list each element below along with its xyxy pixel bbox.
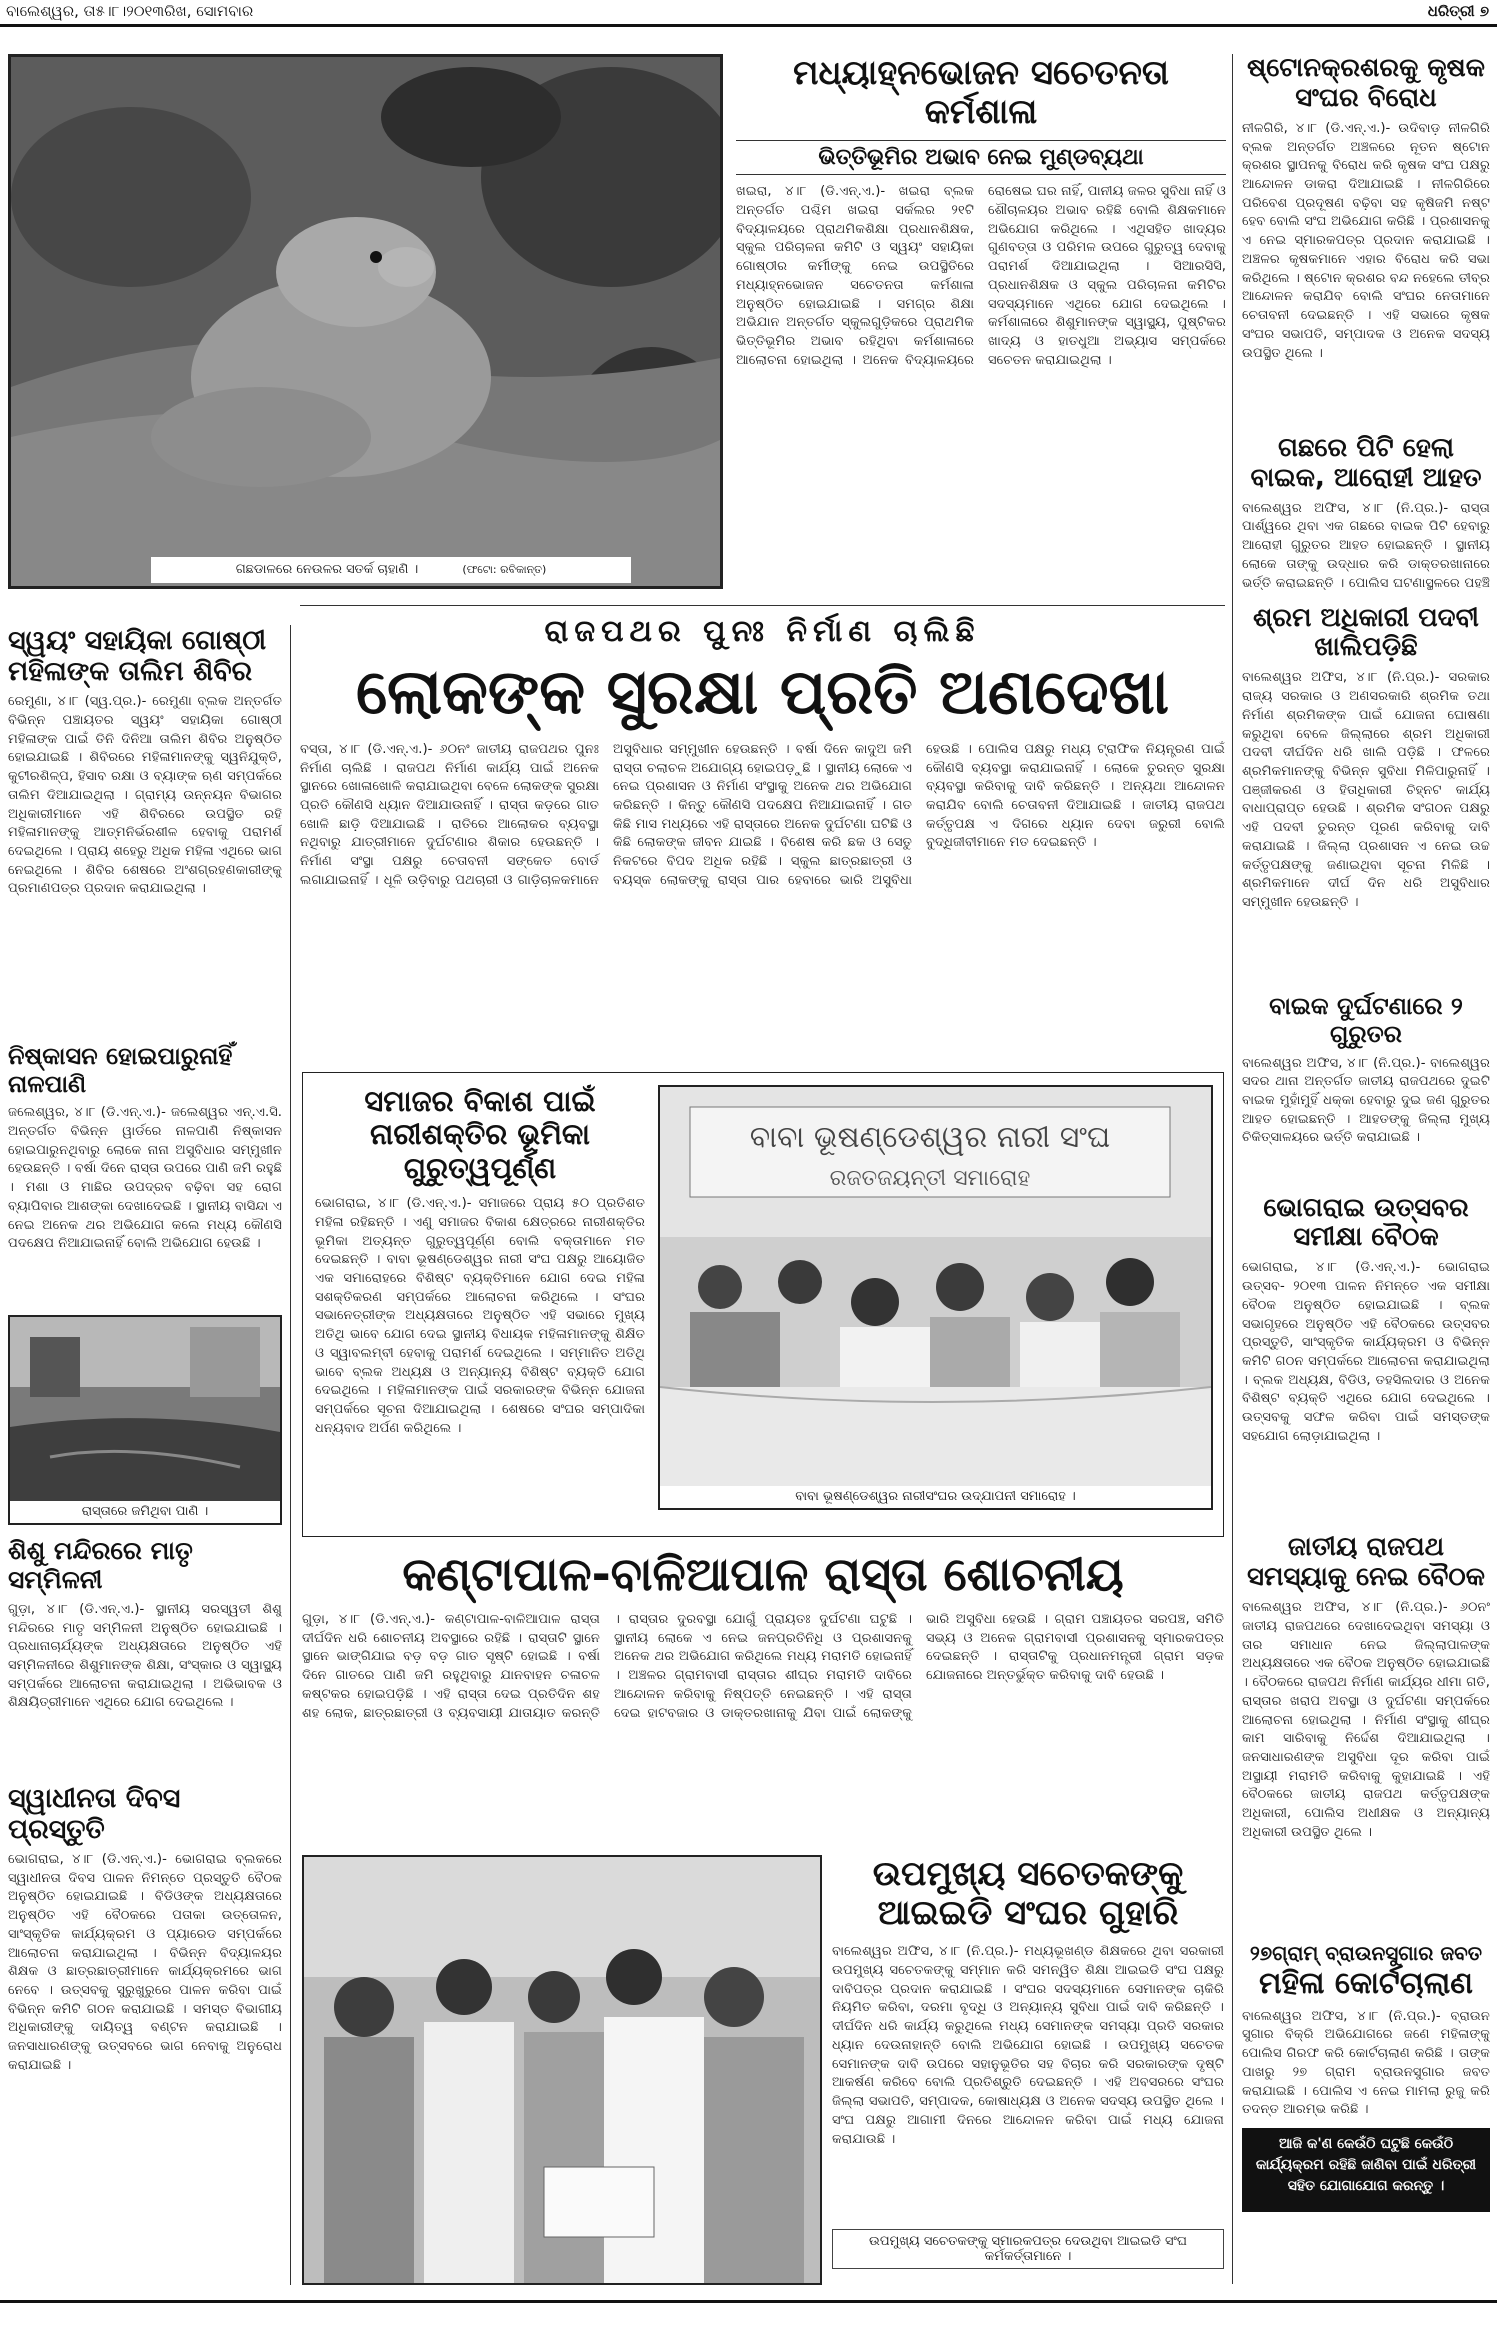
independence-body: ଭୋଗରାଇ, ୪।୮ (ଡି.ଏନ୍.ଏ.)- ଭୋଗରାଇ ବ୍ଲକରେ ସ୍ୱାଧୀନତା ଦିବସ ପାଳନ ନିମନ୍ତେ ପ୍ରସ୍ତୁତି ବୈଠକ ଅନୁଷ୍ଠିତ ହୋଇଯାଇଛି । ବିଡିଓଙ୍କ ଅଧ୍ୟକ୍ଷତାରେ ଅନୁଷ୍ଠିତ ଏହି ବୈଠକରେ ପତାକା ଉତ୍ତୋଳନ, ସାଂସ୍କୃତିକ କାର୍ଯ୍ୟକ୍ରମ ଓ ପ୍ୟାରେଡ ସମ୍ପର୍କରେ ଆଲୋଚନା କରାଯାଇଥିଲା । ବିଭିନ୍ନ ବିଦ୍ୟାଳୟର ଶିକ୍ଷକ ଓ ଛାତ୍ରଛାତ୍ରୀମାନେ କାର୍ଯ୍ୟକ୍ରମରେ ଭାଗ ନେବେ । ଉତ୍ସବକୁ ସୁରୁଖୁରୁରେ ପାଳନ କରିବା ପାଇଁ ବିଭିନ୍ନ କମିଟି ଗଠନ କରାଯାଇଛି । ସମସ୍ତ ବିଭାଗୀୟ ଅଧିକାରୀଙ୍କୁ ଦାୟିତ୍ୱ ବଣ୍ଟନ କରାଯାଇଛି । ଜନସାଧାରଣଙ୍କୁ ଉତ୍ସବରେ ଭାଗ ନେବାକୁ ଅନୁରୋଧ କରାଯାଇଛି । bbox=[8, 1851, 282, 2073]
drainage-image bbox=[10, 1317, 280, 1523]
bottom-rule bbox=[0, 2300, 1497, 2303]
footer-promo: ଆଜି କ'ଣ କେଉଁଠି ଘଟୁଛି କେଉଁଠି କାର୍ଯ୍ୟକ୍ରମ ରହିଛି ଜାଣିବା ପାଇଁ ଧରିତ୍ରୀ ସହିତ ଯୋଗାଯୋଗ କରନ୍ତୁ । bbox=[1242, 2128, 1490, 2212]
women-power-headline: ସମାଜର ବିକାଶ ପାଇଁ ନାରୀଶକ୍ତିର ଭୂମିକା ଗୁରୁତ୍ୱପୂର୍ଣ୍ଣ bbox=[364, 1084, 596, 1185]
mongoose-credit: (ଫଟୋ: ରବିକାନ୍ତ) bbox=[462, 563, 547, 576]
highway-body: ବସ୍ତା, ୪।୮ (ଡି.ଏନ୍.ଏ.)- ୬୦ନଂ ଜାତୀୟ ରାଜପଥର ପୁନଃ ନିର୍ମାଣ ଚାଲିଛି । ରାଜପଥ ନିର୍ମାଣ କାର୍ଯ୍ୟ ପାଇଁ ଅନେକ ସ୍ଥାନରେ ଖୋଳାଖୋଳି କରାଯାଇଥିବା ବେଳେ ଲୋକଙ୍କ ସୁରକ୍ଷା ପ୍ରତି କୌଣସି ଧ୍ୟାନ ଦିଆଯାଉନାହିଁ । ରାସ୍ତା କଡ଼ରେ ଗାତ ଖୋଳି ଛାଡ଼ି ଦିଆଯାଇଛି । ରାତିରେ ଆଲୋକର ବ୍ୟବସ୍ଥା ନଥିବାରୁ ଯାତ୍ରୀମାନେ ଦୁର୍ଘଟଣାର ଶିକାର ହେଉଛନ୍ତି । ନିର୍ମାଣ ସଂସ୍ଥା ପକ୍ଷରୁ ଚେତାବନୀ ସଙ୍କେତ ବୋର୍ଡ ଲଗାଯାଇନାହିଁ । ଧୂଳି ଉଡ଼ିବାରୁ ପଥଚାରୀ ଓ ଗାଡ଼ିଚାଳକମାନେ ଅସୁବିଧାର ସମ୍ମୁଖୀନ ହେଉଛନ୍ତି । ବର୍ଷା ଦିନେ କାଦୁଅ ଜମି ରାସ୍ତା ଚଲାଚଳ ଅଯୋଗ୍ୟ ହୋଇପଡ଼ୁଛି । ସ୍ଥାନୀୟ ଲୋକେ ଏ ନେଇ ପ୍ରଶାସନ ଓ ନିର୍ମାଣ ସଂସ୍ଥାକୁ ଅନେକ ଥର ଅଭିଯୋଗ କରିଛନ୍ତି । କିନ୍ତୁ କୌଣସି ପଦକ୍ଷେପ ନିଆଯାଇନାହିଁ । ଗତ କିଛି ମାସ ମଧ୍ୟରେ ଏହି ରାସ୍ତାରେ ଅନେକ ଦୁର୍ଘଟଣା ଘଟିଛି ଓ କିଛି ଲୋକଙ୍କ ଜୀବନ ଯାଇଛି । ବିଶେଷ କରି ଛକ ଓ ସେତୁ ନିକଟରେ ବିପଦ ଅଧିକ ରହିଛି । ସ୍କୁଲ ଛାତ୍ରଛାତ୍ରୀ ଓ ବୟସ୍କ ଲୋକଙ୍କୁ ରାସ୍ତା ପାର ହେବାରେ ଭାରି ଅସୁବିଧା ହେଉଛି । ପୋଲିସ ପକ୍ଷରୁ ମଧ୍ୟ ଟ୍ରାଫିକ ନିୟନ୍ତ୍ରଣ ପାଇଁ କୌଣସି ବ୍ୟବସ୍ଥା କରାଯାଇନାହିଁ । ଲୋକେ ତୁରନ୍ତ ସୁରକ୍ଷା ବ୍ୟବସ୍ଥା କରିବାକୁ ଦାବି କରିଛନ୍ତି । ଅନ୍ୟଥା ଆନ୍ଦୋଳନ କରାଯିବ ବୋଲି ଚେତାବନୀ ଦିଆଯାଇଛି । ଜାତୀୟ ରାଜପଥ କର୍ତ୍ତୃପକ୍ଷ ଏ ଦିଗରେ ଧ୍ୟାନ ଦେବା ଜରୁରୀ ବୋଲି ବୁଦ୍ଧିଜୀବୀମାନେ ମତ ଦେଇଛନ୍ତି । bbox=[300, 741, 1225, 888]
mongoose-image bbox=[11, 57, 723, 589]
shg-body: ରେମୁଣା, ୪।୮ (ସ୍ୱ.ପ୍ର.)- ରେମୁଣା ବ୍ଲକ ଅନ୍ତର୍ଗତ ବିଭିନ୍ନ ପଞ୍ଚାୟତର ସ୍ୱୟଂ ସହାୟିକା ଗୋଷ୍ଠୀ ମହିଳାଙ୍କ ପାଇଁ ତିନି ଦିନିଆ ତାଲିମ ଶିବିର ଅନୁଷ୍ଠିତ ହୋଇଯାଇଛି । ଶିବିରରେ ମହିଳାମାନଙ୍କୁ ସ୍ୱନିଯୁକ୍ତି, କୁଟୀରଶିଳ୍ପ, ହିସାବ ରକ୍ଷା ଓ ବ୍ୟାଙ୍କ ଋଣ ସମ୍ପର୍କରେ ତାଲିମ ଦିଆଯାଇଥିଲା । ଗ୍ରାମ୍ୟ ଉନ୍ନୟନ ବିଭାଗର ଅଧିକାରୀମାନେ ଏହି ଶିବିରରେ ଉପସ୍ଥିତ ରହି ମହିଳାମାନଙ୍କୁ ଆତ୍ମନିର୍ଭରଶୀଳ ହେବାକୁ ପରାମର୍ଶ ଦେଇଥିଲେ । ପ୍ରାୟ ଶହେରୁ ଅଧିକ ମହିଳା ଏଥିରେ ଭାଗ ନେଇଥିଲେ । ଶିବିର ଶେଷରେ ଅଂଶଗ୍ରହଣକାରୀଙ୍କୁ ପ୍ରମାଣପତ୍ର ପ୍ରଦାନ କରାଯାଇଥିଲା । bbox=[8, 694, 282, 897]
right-column bbox=[1242, 54, 1490, 2212]
women-power-photo bbox=[658, 1085, 1213, 1510]
bike-accident-body: ବାଲେଶ୍ୱର ଅଫିସ, ୪।୮ (ନି.ପ୍ର.)- ବାଲେଶ୍ୱର ସଦର ଥାନା ଅନ୍ତର୍ଗତ ଜାତୀୟ ରାଜପଥରେ ଦୁଇଟି ବାଇକ ମୁହାଁମୁହିଁ ଧକ୍କା ହେବାରୁ ଦୁଇ ଜଣ ଗୁରୁତର ଆହତ ହୋଇଛନ୍ତି । ଆହତଙ୍କୁ ଜିଲ୍ଲା ମୁଖ୍ୟ ଚିକିତ୍ସାଳୟରେ ଭର୍ତ୍ତି କରାଯାଇଛି । bbox=[1242, 1055, 1490, 1146]
women-power-text bbox=[315, 1085, 645, 1530]
nh-meeting-body: ବାଲେଶ୍ୱର ଅଫିସ, ୪।୮ (ନି.ପ୍ର.)- ୬୦ନଂ ଜାତୀୟ ରାଜପଥରେ ଦେଖାଦେଇଥିବା ସମସ୍ୟା ଓ ତାର ସମାଧାନ ନେଇ ଜିଲ୍ଲାପାଳଙ୍କ ଅଧ୍ୟକ୍ଷତାରେ ଏକ ବୈଠକ ଅନୁଷ୍ଠିତ ହୋଇଯାଇଛି । ବୈଠକରେ ରାଜପଥ ନିର୍ମାଣ କାର୍ଯ୍ୟର ଧୀମା ଗତି, ରାସ୍ତାର ଖରାପ ଅବସ୍ଥା ଓ ଦୁର୍ଘଟଣା ସମ୍ପର୍କରେ ଆଲୋଚନା ହୋଇଥିଲା । ନିର୍ମାଣ ସଂସ୍ଥାକୁ ଶୀଘ୍ର କାମ ସାରିବାକୁ ନିର୍ଦ୍ଦେଶ ଦିଆଯାଇଥିଲା । ଜନସାଧାରଣଙ୍କ ଅସୁବିଧା ଦୂର କରିବା ପାଇଁ ଅସ୍ଥାୟୀ ମରାମତି କରିବାକୁ କୁହାଯାଇଛି । ଏହି ବୈଠକରେ ଜାତୀୟ ରାଜପଥ କର୍ତ୍ତୃପକ୍ଷଙ୍କ ଅଧିକାରୀ, ପୋଲିସ ଅଧୀକ୍ଷକ ଓ ଅନ୍ୟାନ୍ୟ ଅଧିକାରୀ ଉପସ୍ଥିତ ଥିଲେ । bbox=[1242, 1600, 1490, 1840]
shishu-headline: ଶିଶୁ ମନ୍ଦିରରେ ମାତୃ ସମ୍ମିଳନୀ bbox=[8, 1536, 193, 1595]
nh-meeting-headline: ଜାତୀୟ ରାଜପଥ ସମସ୍ୟାକୁ ନେଇ ବୈଠକ bbox=[1247, 1532, 1485, 1593]
bike-tree-headline: ଗଛରେ ପିଟି ହେଲା ବାଇକ, ଆରୋହୀ ଆହତ bbox=[1250, 432, 1482, 493]
ied-headline: ଉପମୁଖ୍ୟ ସଚେତକଙ୍କୁ ଆଇଇଡି ସଂଘର ଗୁହାରି bbox=[872, 1854, 1184, 1934]
highway-top-rule bbox=[300, 605, 1225, 606]
road-body: ଗୁଡ଼ା, ୪।୮ (ଡି.ଏନ୍.ଏ.)- କଣ୍ଟାପାଳ-ବାଳିଆପାଳ ରାସ୍ତା ଦୀର୍ଘଦିନ ଧରି ଶୋଚନୀୟ ଅବସ୍ଥାରେ ରହିଛି । ରାସ୍ତାଟି ସ୍ଥାନେ ସ୍ଥାନେ ଭାଙ୍ଗିଯାଇ ବଡ଼ ବଡ଼ ଗାତ ସୃଷ୍ଟି ହୋଇଛି । ବର୍ଷା ଦିନେ ଗାତରେ ପାଣି ଜମି ରହୁଥିବାରୁ ଯାନବାହନ ଚଳାଚଳ କଷ୍ଟକର ହୋଇପଡ଼ିଛି । ଏହି ରାସ୍ତା ଦେଇ ପ୍ରତିଦିନ ଶହ ଶହ ଲୋକ, ଛାତ୍ରଛାତ୍ରୀ ଓ ବ୍ୟବସାୟୀ ଯାତାୟାତ କରନ୍ତି । ରାସ୍ତାର ଦୁରବସ୍ଥା ଯୋଗୁଁ ପ୍ରାୟତଃ ଦୁର୍ଘଟଣା ଘଟୁଛି । ସ୍ଥାନୀୟ ଲୋକେ ଏ ନେଇ ଜନପ୍ରତିନିଧି ଓ ପ୍ରଶାସନକୁ ଅନେକ ଥର ଅଭିଯୋଗ କରିଥିଲେ ମଧ୍ୟ ମରାମତି ହୋଇନାହିଁ । ଅଞ୍ଚଳର ଗ୍ରାମବାସୀ ରାସ୍ତାର ଶୀଘ୍ର ମରାମତି ଦାବିରେ ଆନ୍ଦୋଳନ କରିବାକୁ ନିଷ୍ପତ୍ତି ନେଇଛନ୍ତି । ଏହି ରାସ୍ତା ଦେଇ ହାଟବଜାର ଓ ଡାକ୍ତରଖାନାକୁ ଯିବା ପାଇଁ ଲୋକଙ୍କୁ ଭାରି ଅସୁବିଧା ହେଉଛି । ଗ୍ରାମ ପଞ୍ଚାୟତର ସରପଞ୍ଚ, ସମିତି ସଭ୍ୟ ଓ ଅନେକ ଗ୍ରାମବାସୀ ପ୍ରଶାସନକୁ ସ୍ମାରକପତ୍ର ଦେଇଛନ୍ତି । ରାସ୍ତାଟିକୁ ପ୍ରଧାନମନ୍ତ୍ରୀ ଗ୍ରାମ ସଡ଼କ ଯୋଜନାରେ ଅନ୍ତର୍ଭୁକ୍ତ କରିବାକୁ ଦାବି ହେଉଛି । bbox=[302, 1611, 1224, 1721]
bhograi-body: ଭୋଗରାଇ, ୪।୮ (ଡି.ଏନ୍.ଏ.)- ଭୋଗରାଇ ଉତ୍ସବ- ୨୦୧୩ ପାଳନ ନିମନ୍ତେ ଏକ ସମୀକ୍ଷା ବୈଠକ ଅନୁଷ୍ଠିତ ହୋଇଯାଇଛି । ବ୍ଲକ ସଭାଗୃହରେ ଅନୁଷ୍ଠିତ ଏହି ବୈଠକରେ ଉତ୍ସବର ପ୍ରସ୍ତୁତି, ସାଂସ୍କୃତିକ କାର୍ଯ୍ୟକ୍ରମ ଓ ବିଭିନ୍ନ କମିଟି ଗଠନ ସମ୍ପର୍କରେ ଆଲୋଚନା କରାଯାଇଥିଲା । ବ୍ଲକ ଅଧ୍ୟକ୍ଷ, ବିଡିଓ, ତହସିଲଦାର ଓ ଅନେକ ବିଶିଷ୍ଟ ବ୍ୟକ୍ତି ଏଥିରେ ଯୋଗ ଦେଇଥିଲେ । ଉତ୍ସବକୁ ସଫଳ କରିବା ପାଇଁ ସମସ୍ତଙ୍କ ସହଯୋଗ ଲୋଡ଼ାଯାଇଥିଲା । bbox=[1242, 1260, 1490, 1444]
banner-text: ବାବା ଭୂଷଣ୍ଡେଶ୍ୱର ନାରୀ ସଂଘ bbox=[749, 1120, 1111, 1155]
ied-story bbox=[832, 1855, 1224, 2269]
ied-photo bbox=[302, 1855, 822, 2285]
dateline: ବାଲେଶ୍ୱର, ତା୫।୮।୨୦୧୩ରିଖ, ସୋମବାର bbox=[6, 2, 254, 20]
independence-headline: ସ୍ୱାଧୀନତା ଦିବସ ପ୍ରସ୍ତୁତି bbox=[8, 1782, 181, 1845]
midday-meal-subhead: ଭିତ୍ତିଭୂମିର ଅଭାବ ନେଇ ମୁଣ୍ଡବ୍ୟଥା bbox=[736, 140, 1226, 175]
drainage-headline: ନିଷ୍କାସନ ହୋଇପାରୁନାହିଁ ନାଳପାଣି bbox=[8, 1042, 233, 1098]
women-power-caption: ବାବା ଭୂଷଣ୍ଡେଶ୍ୱର ନାରୀସଂଘର ଉଦ୍‌ଯାପନୀ ସମାରୋହ । bbox=[660, 1486, 1211, 1508]
women-power-body: ଭୋଗରାଇ, ୪।୮ (ଡି.ଏନ୍.ଏ.)- ସମାଜରେ ପ୍ରାୟ ୫୦ ପ୍ରତିଶତ ମହିଳା ରହିଛନ୍ତି । ଏଣୁ ସମାଜର ବିକାଶ କ୍ଷେତ୍ରରେ ନାରୀଶକ୍ତିର ଭୂମିକା ଅତ୍ୟନ୍ତ ଗୁରୁତ୍ୱପୂର୍ଣ୍ଣ ବୋଲି ବକ୍ତାମାନେ ମତ ଦେଇଛନ୍ତି । ବାବା ଭୂଷଣ୍ଡେଶ୍ୱର ନାରୀ ସଂଘ ପକ୍ଷରୁ ଆୟୋଜିତ ଏକ ସମାରୋହରେ ବିଶିଷ୍ଟ ବ୍ୟକ୍ତିମାନେ ଯୋଗ ଦେଇ ମହିଳା ସଶକ୍ତିକରଣ ସମ୍ପର୍କରେ ଆଲୋଚନା କରିଥିଲେ । ସଂଘର ସଭାନେତ୍ରୀଙ୍କ ଅଧ୍ୟକ୍ଷତାରେ ଅନୁଷ୍ଠିତ ଏହି ସଭାରେ ମୁଖ୍ୟ ଅତିଥି ଭାବେ ଯୋଗ ଦେଇ ସ୍ଥାନୀୟ ବିଧାୟକ ମହିଳାମାନଙ୍କୁ ଶିକ୍ଷିତ ଓ ସ୍ୱାବଲମ୍ବୀ ହେବାକୁ ପରାମର୍ଶ ଦେଇଥିଲେ । ସମ୍ମାନିତ ଅତିଥି ଭାବେ ବ୍ଲକ ଅଧ୍ୟକ୍ଷ ଓ ଅନ୍ୟାନ୍ୟ ବିଶିଷ୍ଟ ବ୍ୟକ୍ତି ଯୋଗ ଦେଇଥିଲେ । ମହିଳାମାନଙ୍କ ପାଇଁ ସରକାରଙ୍କ ବିଭିନ୍ନ ଯୋଜନା ସମ୍ପର୍କରେ ସୂଚନା ଦିଆଯାଇଥିଲା । ଶେଷରେ ସଂଘର ସମ୍ପାଦିକା ଧନ୍ୟବାଦ ଅର୍ପଣ କରିଥିଲେ । bbox=[315, 1196, 645, 1436]
highway-headline: ଲୋକଙ୍କ ସୁରକ୍ଷା ପ୍ରତି ଅଣଦେଖା bbox=[355, 654, 1170, 728]
midday-meal-body: ଖଇରା, ୪।୮ (ଡି.ଏନ୍.ଏ.)- ଖଇରା ବ୍ଲକ ଅନ୍ତର୍ଗତ ପଶ୍ଚିମ ଖଇରା ସର୍କଲର ୨୧ଟି ବିଦ୍ୟାଳୟରେ ପ୍ରାଥମିକଶିକ୍ଷା ପ୍ରଧାନଶିକ୍ଷକ, ସ୍କୁଲ ପରିଚାଳନା କମିଟି ଓ ସ୍ୱୟଂ ସହାୟିକା ଗୋଷ୍ଠୀର କର୍ମୀଙ୍କୁ ନେଇ ଉପସ୍ଥିତିରେ ମଧ୍ୟାହ୍ନଭୋଜନ ସଚେତନତା କର୍ମଶାଳା ଅନୁଷ୍ଠିତ ହୋଇଯାଇଛି । ସମଗ୍ର ଶିକ୍ଷା ଅଭିଯାନ ଅନ୍ତର୍ଗତ ସ୍କୁଲଗୁଡ଼ିକରେ ପ୍ରାଥମିକ ଭିତ୍ତିଭୂମିର ଅଭାବ ରହିଥିବା କର୍ମଶାଳାରେ ଆଲୋଚନା ହୋଇଥିଲା । ଅନେକ ବିଦ୍ୟାଳୟରେ ରୋଷେଇ ଘର ନାହିଁ, ପାନୀୟ ଜଳର ସୁବିଧା ନାହିଁ ଓ ଶୌଚାଳୟର ଅଭାବ ରହିଛି ବୋଲି ଶିକ୍ଷକମାନେ ଅଭିଯୋଗ କରିଥିଲେ । ଏଥିସହିତ ଖାଦ୍ୟର ଗୁଣବତ୍ତା ଓ ପରିମଳ ଉପରେ ଗୁରୁତ୍ୱ ଦେବାକୁ ପରାମର୍ଶ ଦିଆଯାଇଥିଲା । ସିଆରସିସି, ପ୍ରଧାନଶିକ୍ଷକ ଓ ସ୍କୁଲ ପରିଚାଳନା କମିଟିର ସଦସ୍ୟମାନେ ଏଥିରେ ଯୋଗ ଦେଇଥିଲେ । କର୍ମଶାଳାରେ ଶିଶୁମାନଙ୍କ ସ୍ୱାସ୍ଥ୍ୟ, ପୁଷ୍ଟିକର ଖାଦ୍ୟ ଓ ହାତଧୁଆ ଅଭ୍ୟାସ ସମ୍ପର୍କରେ ସଚେତନ କରାଯାଇଥିଲା । bbox=[736, 184, 1226, 368]
ied-image bbox=[304, 1857, 820, 2283]
page-name: ଧରିତ୍ରୀ ୭ bbox=[1427, 2, 1489, 20]
women-power-story bbox=[302, 1072, 1224, 1537]
banner-subtext: ରଜତଜୟନ୍ତୀ ସମାରୋହ bbox=[829, 1166, 1031, 1191]
left-column-rule bbox=[290, 625, 291, 2285]
masthead-rule bbox=[0, 24, 1497, 27]
bike-tree-body: ବାଲେଶ୍ୱର ଅଫିସ, ୪।୮ (ନି.ପ୍ର.)- ରାସ୍ତା ପାର୍ଶ୍ୱରେ ଥିବା ଏକ ଗଛରେ ବାଇକ ପିଟି ହେବାରୁ ଆରୋହୀ ଗୁରୁତର ଆହତ ହୋଇଛନ୍ତି । ସ୍ଥାନୀୟ ଲୋକେ ତାଙ୍କୁ ଉଦ୍ଧାର କରି ଡାକ୍ତରଖାନାରେ ଭର୍ତ୍ତି କରାଇଛନ୍ତି । ପୋଲିସ ଘଟଣାସ୍ଥଳରେ ପହଞ୍ଚି bbox=[1242, 500, 1490, 590]
road-headline: କଣ୍ଟାପାଳ-ବାଳିଆପାଳ ରାସ୍ତା ଶୋଚନୀୟ bbox=[402, 1547, 1124, 1601]
shg-headline: ସ୍ୱୟଂ ସହାୟିକା ଗୋଷ୍ଠୀ ମହିଳାଙ୍କ ତାଲିମ ଶିବିର bbox=[8, 625, 267, 688]
shishu-body: ଗୁଡ଼ା, ୪।୮ (ଡି.ଏନ୍.ଏ.)- ସ୍ଥାନୀୟ ସରସ୍ୱତୀ ଶିଶୁ ମନ୍ଦିରରେ ମାତୃ ସମ୍ମିଳନୀ ଅନୁଷ୍ଠିତ ହୋଇଯାଇଛି । ପ୍ରଧାନାଚାର୍ଯ୍ୟଙ୍କ ଅଧ୍ୟକ୍ଷତାରେ ଅନୁଷ୍ଠିତ ଏହି ସମ୍ମିଳନୀରେ ଶିଶୁମାନଙ୍କ ଶିକ୍ଷା, ସଂସ୍କାର ଓ ସ୍ୱାସ୍ଥ୍ୟ ସମ୍ପର୍କରେ ଆଲୋଚନା କରାଯାଇଥିଲା । ଅଭିଭାବକ ଓ ଶିକ୍ଷୟିତ୍ରୀମାନେ ଏଥିରେ ଯୋଗ ଦେଇଥିଲେ । bbox=[8, 1601, 282, 1711]
farmers-headline: ଷ୍ଟୋନକ୍ରଶରକୁ କୃଷକ ସଂଘର ବିରୋଧ bbox=[1247, 53, 1485, 113]
bhograi-headline: ଭୋଗରାଇ ଉତ୍ସବର ସମୀକ୍ଷା ବୈଠକ bbox=[1263, 1192, 1469, 1253]
labour-officer-body: ବାଲେଶ୍ୱର ଅଫିସ, ୪।୮ (ନି.ପ୍ର.)- ସରକାର ରାଜ୍ୟ ସରକାର ଓ ଅଣସରକାରି ଶ୍ରମିକ ତଥା ନିର୍ମାଣ ଶ୍ରମିକଙ୍କ ପାଇଁ ଯୋଜନା ଘୋଷଣା କରୁଥିବା ବେଳେ ଜିଲ୍ଲାରେ ଶ୍ରମ ଅଧିକାରୀ ପଦବୀ ଦୀର୍ଘଦିନ ଧରି ଖାଲି ପଡ଼ିଛି । ଫଳରେ ଶ୍ରମିକମାନଙ୍କୁ ବିଭିନ୍ନ ସୁବିଧା ମିଳିପାରୁନାହିଁ । ପଞ୍ଜୀକରଣ ଓ ହିତାଧିକାରୀ ଚିହ୍ନଟ କାର୍ଯ୍ୟ ବାଧାପ୍ରାପ୍ତ ହେଉଛି । ଶ୍ରମିକ ସଂଗଠନ ପକ୍ଷରୁ ଏହି ପଦବୀ ତୁରନ୍ତ ପୂରଣ କରିବାକୁ ଦାବି କରାଯାଇଛି । ଜିଲ୍ଲା ପ୍ରଶାସନ ଏ ନେଇ ଉଚ୍ଚ କର୍ତ୍ତୃପକ୍ଷଙ୍କୁ ଜଣାଇଥିବା ସୂଚନା ମିଳିଛି । ଶ୍ରମିକମାନେ ଦୀର୍ଘ ଦିନ ଧରି ଅସୁବିଧାର ସମ୍ମୁଖୀନ ହେଉଛନ୍ତି । bbox=[1242, 670, 1490, 911]
left-column bbox=[8, 625, 282, 2191]
road-story bbox=[302, 1548, 1224, 1841]
farmers-body: ନୀଳଗିରି, ୪।୮ (ଡି.ଏନ୍.ଏ.)- ଉଦିବାଡ଼ ନୀଳଗିରି ବ୍ଲକ ଅନ୍ତର୍ଗତ ଅଞ୍ଚଳରେ ନୂତନ ଷ୍ଟୋନ କ୍ରଶର ସ୍ଥାପନକୁ ବିରୋଧ କରି କୃଷକ ସଂଘ ପକ୍ଷରୁ ଆନ୍ଦୋଳନ ଡାକରା ଦିଆଯାଇଛି । ନୀଳଗିରିରେ ପରିବେଶ ପ୍ରଦୂଷଣ ବଢ଼ିବା ସହ କୃଷିଜମି ନଷ୍ଟ ହେବ ବୋଲି ସଂଘ ଅଭିଯୋଗ କରିଛି । ପ୍ରଶାସନକୁ ଏ ନେଇ ସ୍ମାରକପତ୍ର ପ୍ରଦାନ କରାଯାଇଛି । ଅଞ୍ଚଳର କୃଷକମାନେ ଏହାର ବିରୋଧ କରି ସଭା କରିଥିଲେ । ଷ୍ଟୋନ କ୍ରଶର ବନ୍ଦ ନହେଲେ ତୀବ୍ର ଆନ୍ଦୋଳନ କରାଯିବ ବୋଲି ସଂଘର ନେତାମାନେ ଚେତାବନୀ ଦେଇଛନ୍ତି । ଏହି ସଭାରେ କୃଷକ ସଂଘର ସଭାପତି, ସମ୍ପାଦକ ଓ ଅନେକ ସଦସ୍ୟ ଉପସ୍ଥିତ ଥିଲେ । bbox=[1242, 120, 1490, 361]
drainage-caption: ରାସ୍ତାରେ ଜମିଥିବା ପାଣି । bbox=[10, 1501, 280, 1523]
highway-story bbox=[300, 615, 1225, 991]
ied-caption: ଉପମୁଖ୍ୟ ସଚେତକଙ୍କୁ ସ୍ମାରକପତ୍ର ଦେଉଥିବା ଆଇଇଡି ସଂଘ କର୍ମକର୍ତ୍ତାମାନେ । bbox=[832, 2229, 1224, 2269]
brownsugar-body: ବାଲେଶ୍ୱର ଅଫିସ, ୪।୮ (ନି.ପ୍ର.)- ବ୍ରାଉନ ସୁଗାର ବିକ୍ରି ଅଭିଯୋଗରେ ଜଣେ ମହିଳାଙ୍କୁ ପୋଲିସ ଗିରଫ କରି କୋର୍ଟଚାଲାଣ କରିଛି । ତାଙ୍କ ପାଖରୁ ୨୭ ଗ୍ରାମ ବ୍ରାଉନସୁଗାର ଜବତ କରାଯାଇଛି । ପୋଲିସ ଏ ନେଇ ମାମଲା ରୁଜୁ କରି ତଦନ୍ତ ଆରମ୍ଭ କରିଛି । bbox=[1242, 2008, 1490, 2118]
drainage-photo bbox=[8, 1315, 282, 1525]
mongoose-caption: ଗଛଡାଳରେ ନେଉଳର ସତର୍କ ଚାହାଣି । bbox=[235, 562, 419, 577]
right-column-rule bbox=[1232, 54, 1233, 2284]
highway-kicker: ରାଜପଥର ପୁନଃ ନିର୍ମାଣ ଚାଲିଛି bbox=[544, 614, 981, 649]
bike-accident-headline: ବାଇକ ଦୁର୍ଘଟଣାରେ ୨ ଗୁରୁତର bbox=[1269, 992, 1463, 1048]
mongoose-photo bbox=[8, 54, 723, 589]
masthead bbox=[0, 0, 1497, 22]
midday-meal-headline: ମଧ୍ୟାହ୍ନଭୋଜନ ସଚେତନତା କର୍ମଶାଳା bbox=[793, 53, 1169, 133]
labour-officer-headline: ଶ୍ରମ ଅଧିକାରୀ ପଦବୀ ଖାଲିପଡ଼ିଛି bbox=[1253, 602, 1479, 663]
brownsugar-kicker: ୨୭ଗ୍ରାମ୍ ବ୍ରାଉନସୁଗାର ଜବତ bbox=[1249, 1941, 1483, 1966]
midday-meal-story bbox=[736, 54, 1226, 623]
meeting-image bbox=[660, 1087, 1211, 1508]
brownsugar-headline: ମହିଳା କୋର୍ଟଚାଲାଣ bbox=[1259, 1966, 1473, 2002]
drainage-body: ଜଲେଶ୍ୱର, ୪।୮ (ଡି.ଏନ୍.ଏ.)- ଜଲେଶ୍ୱର ଏନ୍.ଏ.ସି. ଅନ୍ତର୍ଗତ ବିଭିନ୍ନ ୱାର୍ଡରେ ନାଳପାଣି ନିଷ୍କାସନ ହୋଇପାରୁନଥିବାରୁ ଲୋକେ ନାନା ଅସୁବିଧାର ସମ୍ମୁଖୀନ ହେଉଛନ୍ତି । ବର୍ଷା ଦିନେ ରାସ୍ତା ଉପରେ ପାଣି ଜମି ରହୁଛି । ମଶା ଓ ମାଛିର ଉପଦ୍ରବ ବଢ଼ିବା ସହ ରୋଗ ବ୍ୟାପିବାର ଆଶଙ୍କା ଦେଖାଦେଇଛି । ସ୍ଥାନୀୟ ବାସିନ୍ଦା ଏ ନେଇ ଅନେକ ଥର ଅଭିଯୋଗ କଲେ ମଧ୍ୟ କୌଣସି ପଦକ୍ଷେପ ନିଆଯାଇନାହିଁ ବୋଲି ଅଭିଯୋଗ ହେଉଛି । bbox=[8, 1105, 282, 1252]
ied-body: ବାଲେଶ୍ୱର ଅଫିସ, ୪।୮ (ନି.ପ୍ର.)- ମଧ୍ୟଭୂଖଣ୍ଡ ଶିକ୍ଷକରେ ଥିବା ସରକାରୀ ଉପମୁଖ୍ୟ ସଚେତକଙ୍କୁ ସମ୍ମାନ କରି ସମନ୍ୱିତ ଶିକ୍ଷା ଆଇଇଡି ସଂଘ ପକ୍ଷରୁ ଦାବିପତ୍ର ପ୍ରଦାନ କରାଯାଇଛି । ସଂଘର ସଦସ୍ୟମାନେ ସେମାନଙ୍କ ଚାକିରି ନିୟମିତ କରିବା, ଦରମା ବୃଦ୍ଧି ଓ ଅନ୍ୟାନ୍ୟ ସୁବିଧା ପାଇଁ ଦାବି କରିଛନ୍ତି । ଦୀର୍ଘଦିନ ଧରି କାର୍ଯ୍ୟ କରୁଥିଲେ ମଧ୍ୟ ସେମାନଙ୍କ ସମସ୍ୟା ପ୍ରତି ସରକାର ଧ୍ୟାନ ଦେଉନାହାନ୍ତି ବୋଲି ଅଭିଯୋଗ ହୋଇଛି । ଉପମୁଖ୍ୟ ସଚେତକ ସେମାନଙ୍କ ଦାବି ଉପରେ ସହାନୁଭୂତିର ସହ ବିଚାର କରି ସରକାରଙ୍କ ଦୃଷ୍ଟି ଆକର୍ଷଣ କରିବେ ବୋଲି ପ୍ରତିଶ୍ରୁତି ଦେଇଛନ୍ତି । ଏହି ଅବସରରେ ସଂଘର ଜିଲ୍ଲା ସଭାପତି, ସମ୍ପାଦକ, କୋଷାଧ୍ୟକ୍ଷ ଓ ଅନେକ ସଦସ୍ୟ ଉପସ୍ଥିତ ଥିଲେ । ସଂଘ ପକ୍ଷରୁ ଆଗାମୀ ଦିନରେ ଆନ୍ଦୋଳନ କରିବା ପାଇଁ ମଧ୍ୟ ଯୋଜନା କରାଯାଉଛି । bbox=[832, 1944, 1224, 2147]
